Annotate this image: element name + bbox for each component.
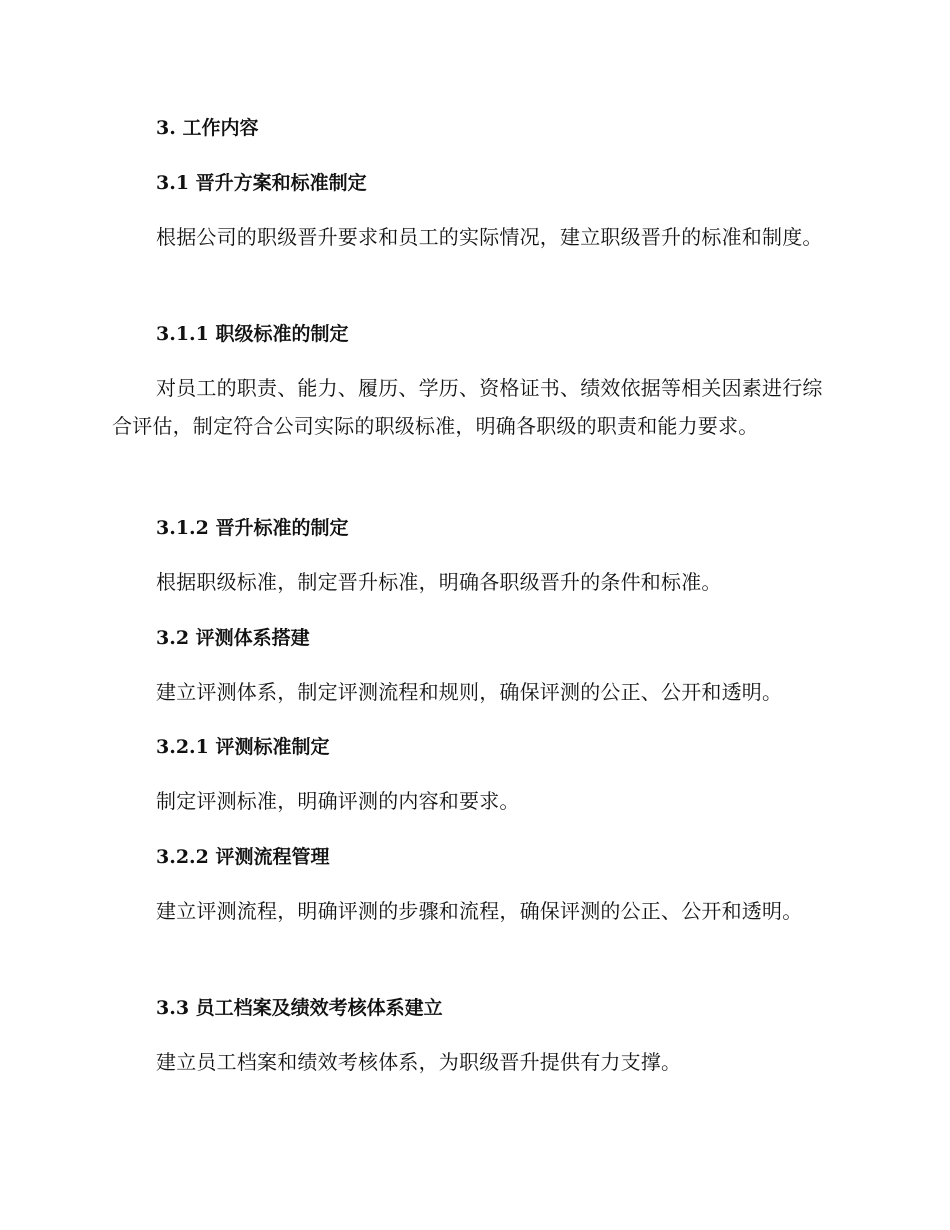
- heading-3-2-1: 3.2.1 评测标准制定: [156, 736, 330, 758]
- heading-3: 3. 工作内容: [156, 117, 259, 139]
- section-paragraph: [112, 673, 832, 711]
- section-heading: [112, 733, 832, 761]
- heading-3-2-2: 3.2.2 评测流程管理: [156, 846, 330, 868]
- paragraph-3-2-1: 制定评测标准，明确评测的内容和要求。: [156, 789, 520, 813]
- section-heading: [112, 320, 832, 348]
- paragraph-3-1-2: 根据职级标准，制定晋升标准，明确各职级晋升的条件和标准。: [156, 570, 722, 594]
- heading-3-3: 3.3 员工档案及绩效考核体系建立: [156, 997, 443, 1019]
- section-paragraph: [112, 1043, 832, 1081]
- heading-3-1: 3.1 晋升方案和标准制定: [156, 172, 367, 194]
- paragraph-3-2: 建立评测体系，制定评测流程和规则，确保评测的公正、公开和透明。: [156, 680, 783, 704]
- heading-3-1-2: 3.1.2 晋升标准的制定: [156, 517, 349, 539]
- section-heading: [112, 169, 832, 197]
- paragraph-3-1-1: 对员工的职责、能力、履历、学历、资格证书、绩效依据等相关因素进行综合评估，制定符合公司实际的职级标准，明确各职级的职责和能力要求。: [112, 376, 823, 438]
- paragraph-3-3: 建立员工档案和绩效考核体系，为职级晋升提供有力支撑。: [156, 1050, 682, 1074]
- heading-3-1-1: 3.1.1 职级标准的制定: [156, 323, 349, 345]
- section-paragraph: [112, 369, 832, 445]
- section-paragraph: [112, 218, 832, 256]
- section-heading: [112, 624, 832, 652]
- section-heading: [112, 514, 832, 542]
- section-heading: [112, 994, 832, 1022]
- heading-3-2: 3.2 评测体系搭建: [156, 627, 310, 649]
- section-heading: [112, 843, 832, 871]
- paragraph-3-2-2: 建立评测流程，明确评测的步骤和流程，确保评测的公正、公开和透明。: [156, 899, 803, 923]
- section-paragraph: [112, 563, 832, 601]
- section-paragraph: [112, 782, 832, 820]
- paragraph-3-1: 根据公司的职级晋升要求和员工的实际情况，建立职级晋升的标准和制度。: [156, 225, 823, 249]
- section-paragraph: [112, 892, 832, 930]
- section-heading: [112, 114, 832, 142]
